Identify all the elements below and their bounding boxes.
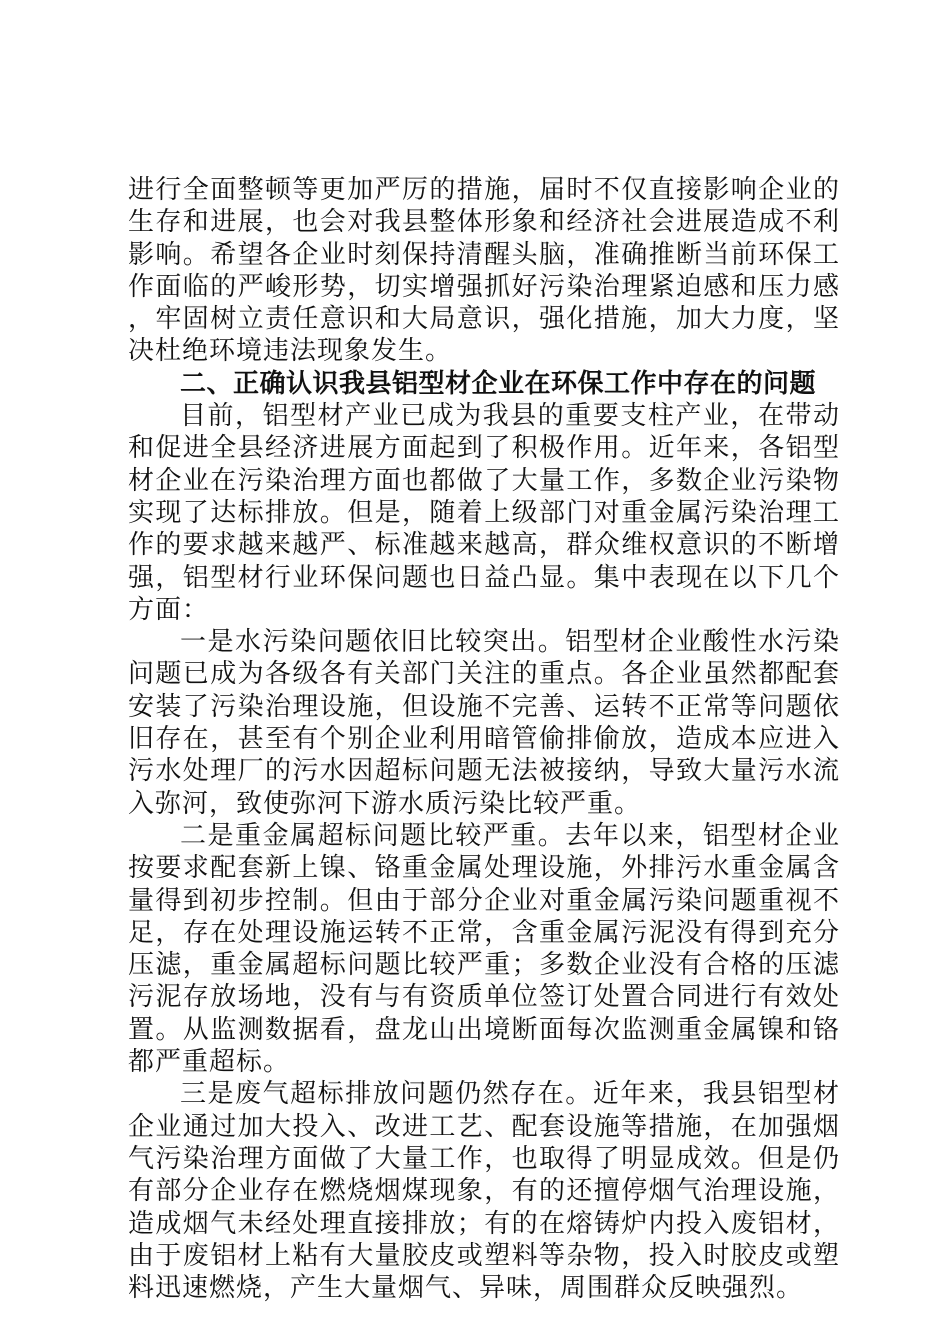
paragraph-heavy-metal: 二是重金属超标问题比较严重。去年以来，铝型材企业按要求配套新上镍、铬重金属处理设施，外排污水重金属含量得到初步控制。但由于部分企业对重金属污染问题重视不足，存在处理设施运转不正常，含重金属污泥没有得到充分压滤，重金属超标问题比较严重；多数企业没有合格的压滤污泥存放场地，没有与有资质单位签订处置合同进行有效处置。从监测数据看，盘龙山出境断面每次监测重金属镍和铬都严重超标。 — [128, 820, 840, 1078]
paragraph-water-pollution: 一是水污染问题依旧比较突出。铝型材企业酸性水污染问题已成为各级各有关部门关注的重点。各企业虽然都配套安装了污染治理设施，但设施不完善、运转不正常等问题依旧存在，甚至有个别企业利用暗管偷排偷放，造成本应进入污水处理厂的污水因超标问题无法被接纳，导致大量污水流入弥河，致使弥河下游水质污染比较严重。 — [128, 627, 840, 819]
document-body — [128, 174, 840, 1304]
paragraph-exhaust-gas: 三是废气超标排放问题仍然存在。近年来，我县铝型材企业通过加大投入、改进工艺、配套设施等措施，在加强烟气污染治理方面做了大量工作，也取得了明显成效。但是仍有部分企业存在燃烧烟煤现象，有的还擅停烟气治理设施，造成烟气未经处理直接排放；有的在熔铸炉内投入废铝材，由于废铝材上粘有大量胶皮或塑料等杂物，投入时胶皮或塑料迅速燃烧，产生大量烟气、异味，周围群众反映强烈。 — [128, 1079, 840, 1304]
section-heading-problems: 二、正确认识我县铝型材企业在环保工作中存在的问题 — [180, 368, 817, 399]
paragraph-environment-warning: 进行全面整顿等更加严厉的措施，届时不仅直接影响企业的生存和进展，也会对我县整体形象和经济社会进展造成不利影响。希望各企业时刻保持清醒头脑，准确推断当前环保工作面临的严峻形势，切实增强抓好污染治理紧迫感和压力感，牢固树立责任意识和大局意识，强化措施，加大力度，坚决杜绝环境违法现象发生。 — [128, 175, 840, 367]
paragraph-industry-status: 目前，铝型材产业已成为我县的重要支柱产业，在带动和促进全县经济进展方面起到了积极作用。近年来，各铝型材企业在污染治理方面也都做了大量工作，多数企业污染物实现了达标排放。但是，随着上级部门对重金属污染治理工作的要求越来越严、标准越来越高，群众维权意识的不断增强，铝型材行业环保问题也日益凸显。集中表现在以下几个方面： — [128, 401, 840, 625]
